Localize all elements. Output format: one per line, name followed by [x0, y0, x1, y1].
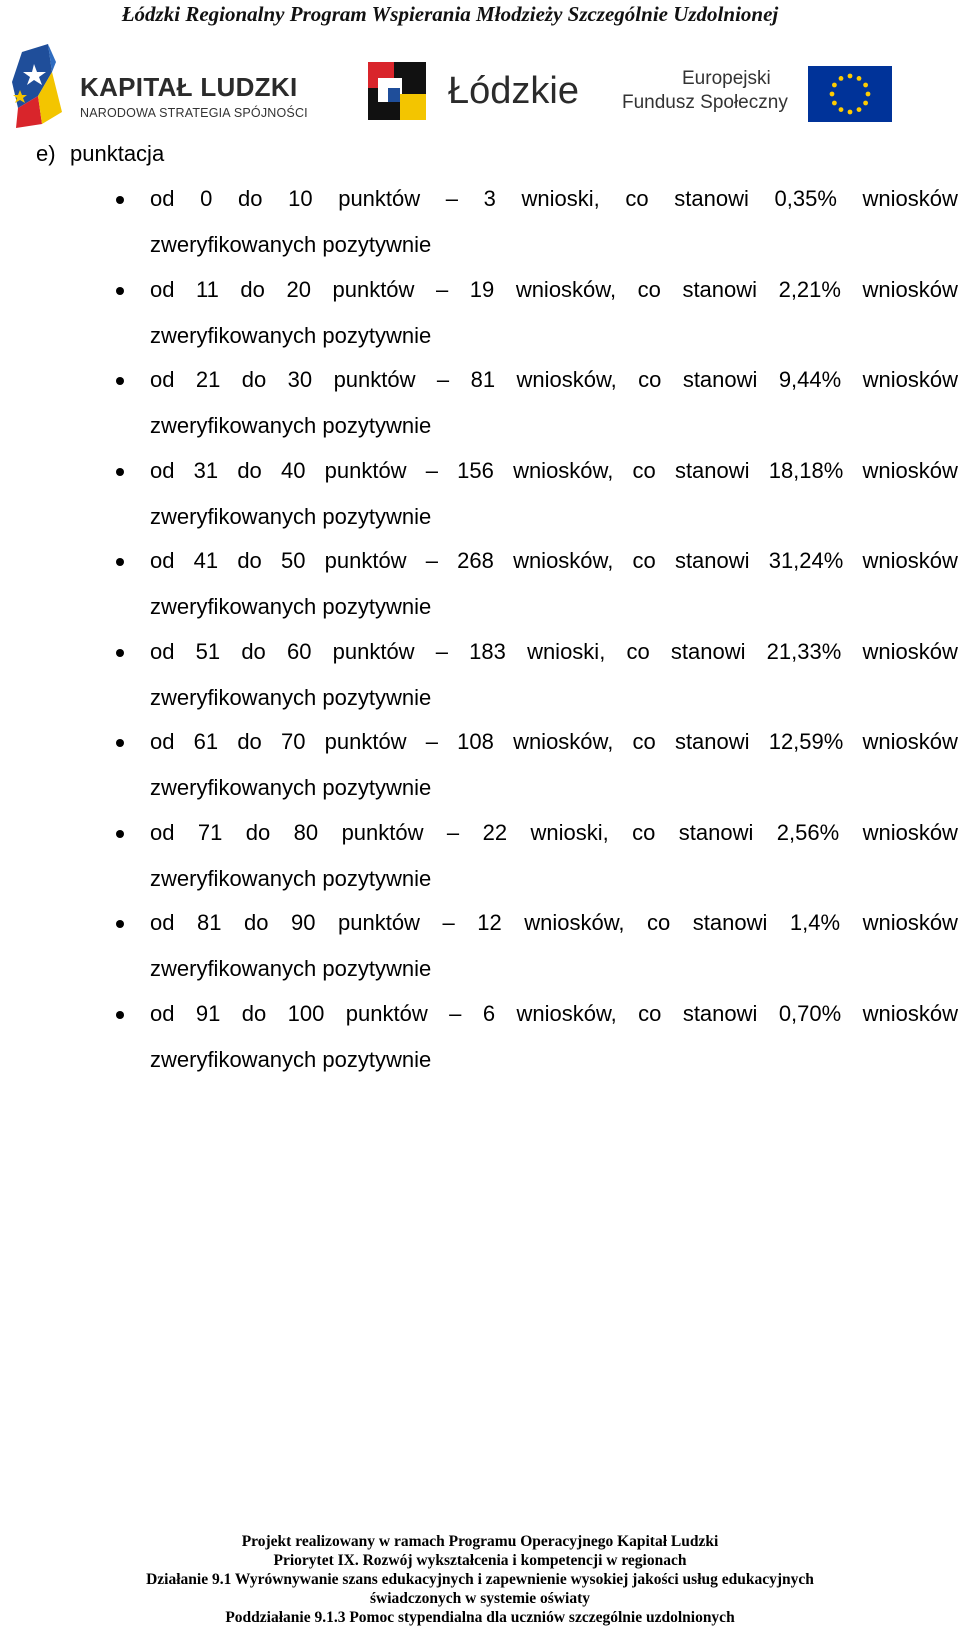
- list-item-word: do: [244, 910, 269, 935]
- list-item-word: 31: [193, 458, 219, 483]
- list-item-continuation: zweryfikowanych pozytywnie: [150, 685, 432, 710]
- list-item-word: do: [237, 548, 262, 573]
- list-item-word: wniosków,: [513, 548, 614, 573]
- list-item: [0, 357, 960, 447]
- list-item-word: stanowi: [682, 367, 758, 392]
- list-item-word: wniosków: [862, 277, 958, 302]
- list-item-word: stanowi: [674, 729, 750, 754]
- list-item-word: punktów: [333, 367, 416, 392]
- list-item-word: 51: [195, 639, 221, 664]
- list-item-word: wniosków: [862, 367, 958, 392]
- list-item-word: –: [425, 458, 438, 483]
- list-item-word: wnioski,: [527, 639, 606, 664]
- list-item-text: [150, 546, 958, 576]
- list-item-word: od: [150, 639, 175, 664]
- kapital-ludzki-emblem-icon: [8, 42, 78, 132]
- list-item-word: punktów: [338, 910, 420, 935]
- list-item-word: stanowi: [678, 820, 754, 845]
- list-item: [0, 719, 960, 809]
- lodzkie-emblem-icon: [368, 62, 426, 120]
- list-item-word: stanowi: [692, 910, 768, 935]
- list-item-word: –: [446, 820, 460, 845]
- list-item-continuation: zweryfikowanych pozytywnie: [150, 956, 432, 981]
- list-item-word: 71: [197, 820, 223, 845]
- list-item: [0, 991, 960, 1081]
- bullet-icon: [116, 468, 124, 476]
- list-item-word: do: [241, 1001, 267, 1026]
- list-item: [0, 448, 960, 538]
- list-item-word: wniosków,: [524, 910, 625, 935]
- list-item: [0, 900, 960, 990]
- list-item-word: stanowi: [682, 277, 758, 302]
- lodzkie-logo: [368, 62, 588, 124]
- list-item-word: od: [150, 277, 175, 302]
- footer-line: Poddziałanie 9.1.3 Pomoc stypendialna dla uczniów szczególnie uzdolnionych: [225, 1609, 735, 1626]
- footer-line: świadczonych w systemie oświaty: [370, 1590, 590, 1607]
- bullet-icon: [116, 739, 124, 747]
- list-item-text: [150, 637, 958, 667]
- list-item-word: –: [445, 186, 459, 211]
- list-item-word: 183: [469, 639, 506, 664]
- list-item-word: 50: [280, 548, 306, 573]
- list-item-continuation: zweryfikowanych pozytywnie: [150, 413, 432, 438]
- efs-logo: [622, 64, 902, 128]
- list-item-word: 41: [193, 548, 219, 573]
- footer-line: Działanie 9.1 Wyrównywanie szans edukacyjnych i zapewnienie wysokiej jakości usług edukacyjnych: [146, 1571, 814, 1588]
- list-item-word: stanowi: [670, 639, 746, 664]
- list-item-word: 12: [477, 910, 502, 935]
- list-item-word: wniosków,: [516, 367, 617, 392]
- list-item-word: –: [425, 729, 438, 754]
- list-item-word: 12,59%: [768, 729, 844, 754]
- list-item-word: od: [150, 367, 175, 392]
- list-item-word: punktów: [324, 729, 407, 754]
- list-item-word: 80: [293, 820, 319, 845]
- list-item-word: co: [647, 910, 671, 935]
- list-item-word: –: [449, 1001, 462, 1026]
- list-item-word: 40: [280, 458, 306, 483]
- list-item-word: do: [237, 186, 263, 211]
- list-item-word: 30: [287, 367, 313, 392]
- list-item-text: [150, 184, 958, 214]
- list-item-word: co: [632, 820, 656, 845]
- list-item-word: 0: [200, 186, 213, 211]
- list-item-word: stanowi: [674, 186, 749, 211]
- lodzkie-name: Łódzkie: [448, 70, 579, 112]
- list-item-word: wniosków: [862, 820, 958, 845]
- list-item-word: wniosków: [862, 639, 958, 664]
- list-item-word: punktów: [324, 458, 407, 483]
- document-footer: [0, 1532, 960, 1627]
- list-item-word: wniosków,: [513, 458, 614, 483]
- list-item-word: od: [150, 910, 175, 935]
- list-item-text: [150, 727, 958, 757]
- list-item-word: do: [240, 277, 265, 302]
- list-item-word: 20: [286, 277, 311, 302]
- efs-line2: Fundusz Społeczny: [622, 92, 788, 113]
- list-item-word: 0,70%: [778, 1001, 842, 1026]
- list-item-word: –: [435, 277, 449, 302]
- logo-bar: [0, 42, 960, 137]
- list-item-text: [150, 456, 958, 486]
- list-item-word: wniosków: [862, 729, 958, 754]
- list-item-word: punktów: [338, 186, 421, 211]
- list-item-word: stanowi: [674, 548, 750, 573]
- list-item-word: 108: [457, 729, 494, 754]
- list-item-word: co: [632, 458, 656, 483]
- list-item-word: 81: [197, 910, 222, 935]
- list-item-word: 90: [291, 910, 316, 935]
- kapital-ludzki-logo: [8, 42, 328, 134]
- list-item-text: [150, 818, 958, 848]
- list-item-word: do: [241, 367, 267, 392]
- list-item-word: co: [632, 729, 656, 754]
- efs-line1: Europejski: [682, 68, 771, 89]
- list-item-word: –: [425, 548, 438, 573]
- list-item-text: [150, 365, 958, 395]
- list-item-word: punktów: [324, 548, 407, 573]
- list-item-continuation: zweryfikowanych pozytywnie: [150, 594, 432, 619]
- list-item-word: 18,18%: [768, 458, 844, 483]
- list-item-word: wnioski,: [530, 820, 609, 845]
- list-item-word: 22: [482, 820, 508, 845]
- list-item-word: 3: [483, 186, 496, 211]
- list-item-word: od: [150, 548, 175, 573]
- list-item: [0, 267, 960, 357]
- list-item-continuation: zweryfikowanych pozytywnie: [150, 504, 432, 529]
- list-item-word: 2,56%: [776, 820, 840, 845]
- bullet-icon: [116, 196, 124, 204]
- list-item-word: stanowi: [682, 1001, 758, 1026]
- section-heading: [36, 141, 164, 167]
- list-item-text: [150, 999, 958, 1029]
- list-item-word: wniosków: [862, 548, 958, 573]
- list-item-word: 70: [280, 729, 306, 754]
- list-item-continuation: zweryfikowanych pozytywnie: [150, 323, 432, 348]
- list-item-word: co: [632, 548, 656, 573]
- list-item-word: do: [245, 820, 271, 845]
- list-item-word: 6: [482, 1001, 496, 1026]
- bullet-icon: [116, 830, 124, 838]
- list-item-word: co: [638, 367, 662, 392]
- list-item-word: 61: [193, 729, 219, 754]
- list-item-word: punktów: [341, 820, 424, 845]
- list-item-word: do: [237, 458, 262, 483]
- list-item-word: 156: [457, 458, 494, 483]
- list-item-word: od: [150, 729, 175, 754]
- list-item-word: wniosków: [862, 186, 958, 211]
- list-item-word: 91: [195, 1001, 221, 1026]
- list-item-word: wniosków: [862, 1001, 958, 1026]
- list-item-word: od: [150, 186, 175, 211]
- bullet-icon: [116, 649, 124, 657]
- list-item-word: –: [436, 367, 450, 392]
- list-item-word: 21: [195, 367, 221, 392]
- list-item-word: 0,35%: [774, 186, 837, 211]
- kapital-ludzki-subtitle: NARODOWA STRATEGIA SPÓJNOŚCI: [80, 106, 308, 120]
- document-header-title: Łódzki Regionalny Program Wspierania Młodzieży Szczególnie Uzdolnionej: [121, 2, 779, 26]
- list-item-word: punktów: [345, 1001, 428, 1026]
- list-item: [0, 176, 960, 266]
- bullet-icon: [116, 920, 124, 928]
- list-item-word: od: [150, 458, 175, 483]
- list-item-word: 21,33%: [766, 639, 842, 664]
- list-item: [0, 538, 960, 628]
- list-item-word: wniosków,: [513, 729, 614, 754]
- list-item: [0, 629, 960, 719]
- bullet-icon: [116, 377, 124, 385]
- list-item-word: punktów: [332, 639, 415, 664]
- list-item-word: co: [626, 639, 650, 664]
- section-letter: e): [36, 141, 56, 166]
- list-item-continuation: zweryfikowanych pozytywnie: [150, 1047, 432, 1072]
- list-item-word: do: [237, 729, 262, 754]
- list-item-word: do: [241, 639, 266, 664]
- footer-line: Priorytet IX. Rozwój wykształcenia i kompetencji w regionach: [273, 1552, 687, 1569]
- section-title: punktacja: [70, 141, 165, 166]
- list-item-word: 268: [457, 548, 494, 573]
- list-item-text: [150, 275, 958, 305]
- list-item-word: 100: [287, 1001, 325, 1026]
- list-item-word: 60: [286, 639, 312, 664]
- list-item-word: –: [435, 639, 448, 664]
- list-item-word: wniosków: [862, 458, 958, 483]
- list-item-word: co: [637, 277, 661, 302]
- list-item-word: 1,4%: [789, 910, 841, 935]
- list-item-word: 31,24%: [768, 548, 844, 573]
- list-item-continuation: zweryfikowanych pozytywnie: [150, 866, 432, 891]
- list-item-word: co: [638, 1001, 662, 1026]
- list-item-word: wnioski,: [521, 186, 600, 211]
- list-item-word: od: [150, 1001, 175, 1026]
- list-item-word: 10: [288, 186, 313, 211]
- list-item-text: [150, 908, 958, 938]
- bullet-icon: [116, 558, 124, 566]
- list-item-word: –: [442, 910, 455, 935]
- list-item-word: stanowi: [674, 458, 750, 483]
- list-item-word: od: [150, 820, 175, 845]
- list-item-word: 81: [470, 367, 496, 392]
- list-item-word: 19: [469, 277, 495, 302]
- bullet-icon: [116, 1011, 124, 1019]
- list-item-word: co: [625, 186, 649, 211]
- list-item-word: 2,21%: [778, 277, 841, 302]
- list-item-word: wniosków,: [515, 277, 617, 302]
- list-item-word: wniosków,: [516, 1001, 617, 1026]
- eu-flag-icon: [808, 66, 892, 122]
- bullet-icon: [116, 287, 124, 295]
- list-item: [0, 810, 960, 900]
- list-item-continuation: zweryfikowanych pozytywnie: [150, 775, 432, 800]
- list-item-word: 11: [196, 277, 219, 302]
- list-item-word: punktów: [332, 277, 415, 302]
- list-item-word: wniosków: [862, 910, 958, 935]
- list-item-word: 9,44%: [778, 367, 842, 392]
- kapital-ludzki-name: KAPITAŁ LUDZKI: [80, 72, 298, 102]
- footer-line: Projekt realizowany w ramach Programu Operacyjnego Kapitał Ludzki: [241, 1533, 719, 1550]
- list-item-continuation: zweryfikowanych pozytywnie: [150, 232, 432, 257]
